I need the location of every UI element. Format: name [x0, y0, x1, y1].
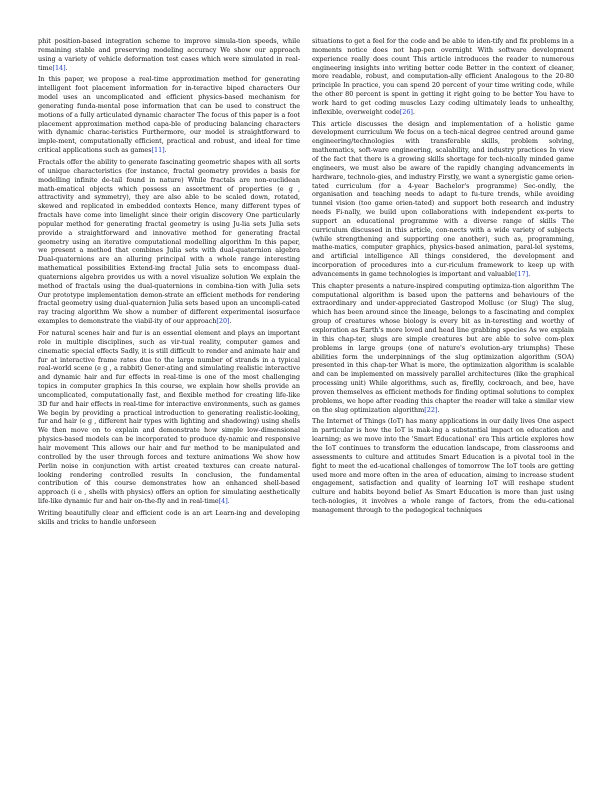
- body-paragraph: [312, 417, 574, 514]
- paragraph-text: In this paper, we propose a real-time approximation method for generating intelligent foot placement information for in-teractive biped characters Our model uses an uncomplicated and efficient physics-based mechanism for generating funda-mental pose information that can be used to construct the motions of a fully articulated dynamic character The focus of this paper is a foot placement approximation method capa-ble of producing balancing characters with dynamic charac-teristics Furthermore, our model is straightforward to imple-ment, computationally efficient, practical and robust, and ideal for time critical applications such as games: [38, 75, 300, 155]
- sentence-end: .: [229, 317, 232, 326]
- sentence-end: .: [412, 107, 415, 116]
- body-paragraph: [312, 282, 574, 415]
- citation-link[interactable]: [14]: [52, 63, 66, 72]
- citation-link[interactable]: [20]: [216, 317, 230, 326]
- citation-link[interactable]: [4]: [218, 497, 228, 506]
- paragraph-text: This chapter presents a nature-inspired computing optimiza-tion algorithm The computational algorithm is based upon the patterns and behaviours of the extraordinary and under-appreciated Gastropod Mollusc (or Slug) The slug, which has been around since the lineage, belongs to a fascinating and complex group of creatures whose biology is every bit as in-teresting and worthy of exploration as Earth's more loved and head line grabbing species As we explain in this chap-ter, slugs are simple creatures but are able to solve com-plex problems in large groups (one of nature's evolution-ary triumphs) These abilities form the underpinnings of the slug optimization algorithm (SOA) presented in this chap-ter What is more, the optimization algorithm is scalable and can be implemented on massively parallel architectures (like the graphical processing unit) While algorithms, such as, fireflly, cockroach, and bee, have proven themselves as efficient methods for finding optimal solutions to complex problems, we hope after reading this chapter the reader will take a similar view on the slug optimization algorithm: [312, 281, 574, 414]
- paragraph-text: This article discusses the design and implementation of a holistic game development curriculum We focus on a tech-nical degree centred around game engineering/technologies with transferable skills, problem solving, mathematics, soft-ware engineering, scalability, and industry practices In view of the fact that there is a growing skills shortage for tech-nically minded game engineers, we must also be aware of the rapidly changing advancements in hardware, technolo-gies, and industry Firstly, we want a synergistic game orien-tated curriculum (for a 4-year Bachelor's programme) Sec-ondly, the organisation and teaching needs to adapt to fu-ture trends, while avoiding tunnel vision (too game orien-tated) and support both research and industry needs Fi-nally, we build upon collaborations with independent ex-perts to support an educational programme with a diverse range of skills The curriculum discussed in this article, con-nects with a wide variety of subjects (while strengthening and supporting one another), such as, programming, mathe-matics, computer graphics, physics-based animation, paral-lel systems, and artificial intelligence All things considered, the development and incorporation of procedures into a cur-riculum framework to keep up with advancements in game technologies is important and valuable: [312, 119, 574, 278]
- citation-link[interactable]: [17]: [514, 269, 529, 278]
- left-column: [38, 37, 300, 757]
- paragraph-text: Fractals offer the ability to generate fascinating geometric shapes with all sorts of unique characteristics (for instance, fractal geometry provides a basis for modelling infinite de-tail found in nature) While fractals are non-euclidean math-ematical objects which possess an assortment of properties (e g , attractivity and symmetry), they are also able to be scaled down, rotated, skewed and replicated in embedded contexts Hence, many different types of fractals have come into limelight since their origin discovery One particularly popular method for generating fractal geometry is using Ju-lia sets Julia sets provide a straightforward and innovative method for generating fractal geometry using an iterative computational modelling algorithm In this paper, we present a method that combines Julia sets with dual-quaternion algebra Dual-quaternions are an alluring principal with a whole range interesting mathematical possibilities Extend-ing fractal Julia sets to encompass dual-quaternions algebra provides us with a novel visualize solution We explain the method of fractals using the dual-quaternions in combina-tion with Julia sets Our prototype implementation demon-strate an efficient methods for rendering fractal geometry using dual-quaternion Julia sets based upon an uncompli-cated ray tracing algorithm We show a number of different experimental isosurface examples to demonstrate the viabil-ity of our approach: [38, 157, 300, 326]
- body-paragraph: [38, 75, 300, 155]
- sentence-end: .: [164, 146, 167, 155]
- body-paragraph: [38, 329, 300, 506]
- paragraph-text: Writing beautifully clear and efficient code is an art Learn-ing and developing skills and tricks to handle unforseen: [38, 508, 300, 526]
- body-paragraph: [312, 120, 574, 279]
- paragraph-text: The Internet of Things (IoT) has many applications in our daily lives One aspect in particular is how the IoT is mak-ing a substantial impact on education and learning; as we move into the 'Smart Educational' era This article explores how the IoT continues to transform the education landscape, from classrooms and assessments to culture and attitudes Smart Education is a pivotal tool in the fight to meet the ed-ucational challenges of tomorrow The IoT tools are getting used more and more often in the area of education, aiming to increase student engagement, satisfaction and quality of learning IoT will reshape student culture and habits beyond belief As Smart Education is more than just using tech-nologies, it involves a whole range of factors, from the edu-cational management through to the pedagogical techniques: [312, 417, 574, 514]
- sentence-end: .: [437, 405, 440, 414]
- body-paragraph: [38, 158, 300, 326]
- body-paragraph: [312, 37, 574, 117]
- body-paragraph: [38, 509, 300, 527]
- right-column: [312, 37, 574, 757]
- paragraph-text: phit position-based integration scheme to improve simula-tion speeds, while remaining stable and preserving modeling accuracy We show our approach using a variety of vehicle deformation test cases which were simulated in real-time: [38, 37, 300, 72]
- sentence-end: .: [65, 63, 68, 72]
- citation-link[interactable]: [11]: [151, 146, 165, 155]
- sentence-end: .: [528, 269, 531, 278]
- citation-link[interactable]: [22]: [424, 405, 438, 414]
- paper-page: [38, 37, 574, 757]
- citation-link[interactable]: [26]: [399, 107, 413, 116]
- body-paragraph: [38, 37, 300, 72]
- paragraph-text: For natural scenes hair and fur is an essential element and plays an important role in multiple disciplines, such as vir-tual reality, computer games and cinematic special effects Sadly, it is still difficult to render and animate hair and fur at interactive frame rates due to the large number of strands in a typical real-world scene (e g , a rabbit) Gener-ating and simulating realistic interactive and dynamic hair and fur effects in real-time is one of the most challenging topics in computer graphics In this course, we explain how shells provide an uncomplicated, computationally fast, and flexible method for creating life-like 3D fur and hair effects in real-time for interactive environments, such as games We begin by providing a practical introduction to generating realistic-looking, fur and hair (e g , different hair types with lighting and shadowing) using shells We then move on to explain and demonstrate how simple low-dimensional physics-based models can be incorporated to produce dy-namic and responsive hair movement This allows our hair and fur method to be manipulated and controlled by the user through forces and texture animations We show how Perlin noise in conjunction with artist created textures can create natural-looking rendering controlled results In conclusion, the fundamental contribution of this course demonstrates how an enhanced shell-based approach (i e , shells with physics) offers an option for simulating aesthetically life-like dynamic fur and hair on-the-fly and in real-time: [38, 329, 300, 506]
- sentence-end: .: [227, 497, 230, 506]
- paragraph-text: situations to get a feel for the code and be able to iden-tify and fix problems in a moments notice does not hap-pen overnight With software development experience really does count This article introduces the reader to numerous engineering insights into writing better code Better in the context of cleaner, more readable, robust, and computation-ally efficient Analogous to the 20-80 principle In practice, you can spend 20 percent of your time writing code, while the other 80 percent is spent in getting it right going to be better You have to work hard to get coding muscles Lazy coding ultimately leads to unhealthy, inflexible, overweight code: [312, 37, 574, 116]
